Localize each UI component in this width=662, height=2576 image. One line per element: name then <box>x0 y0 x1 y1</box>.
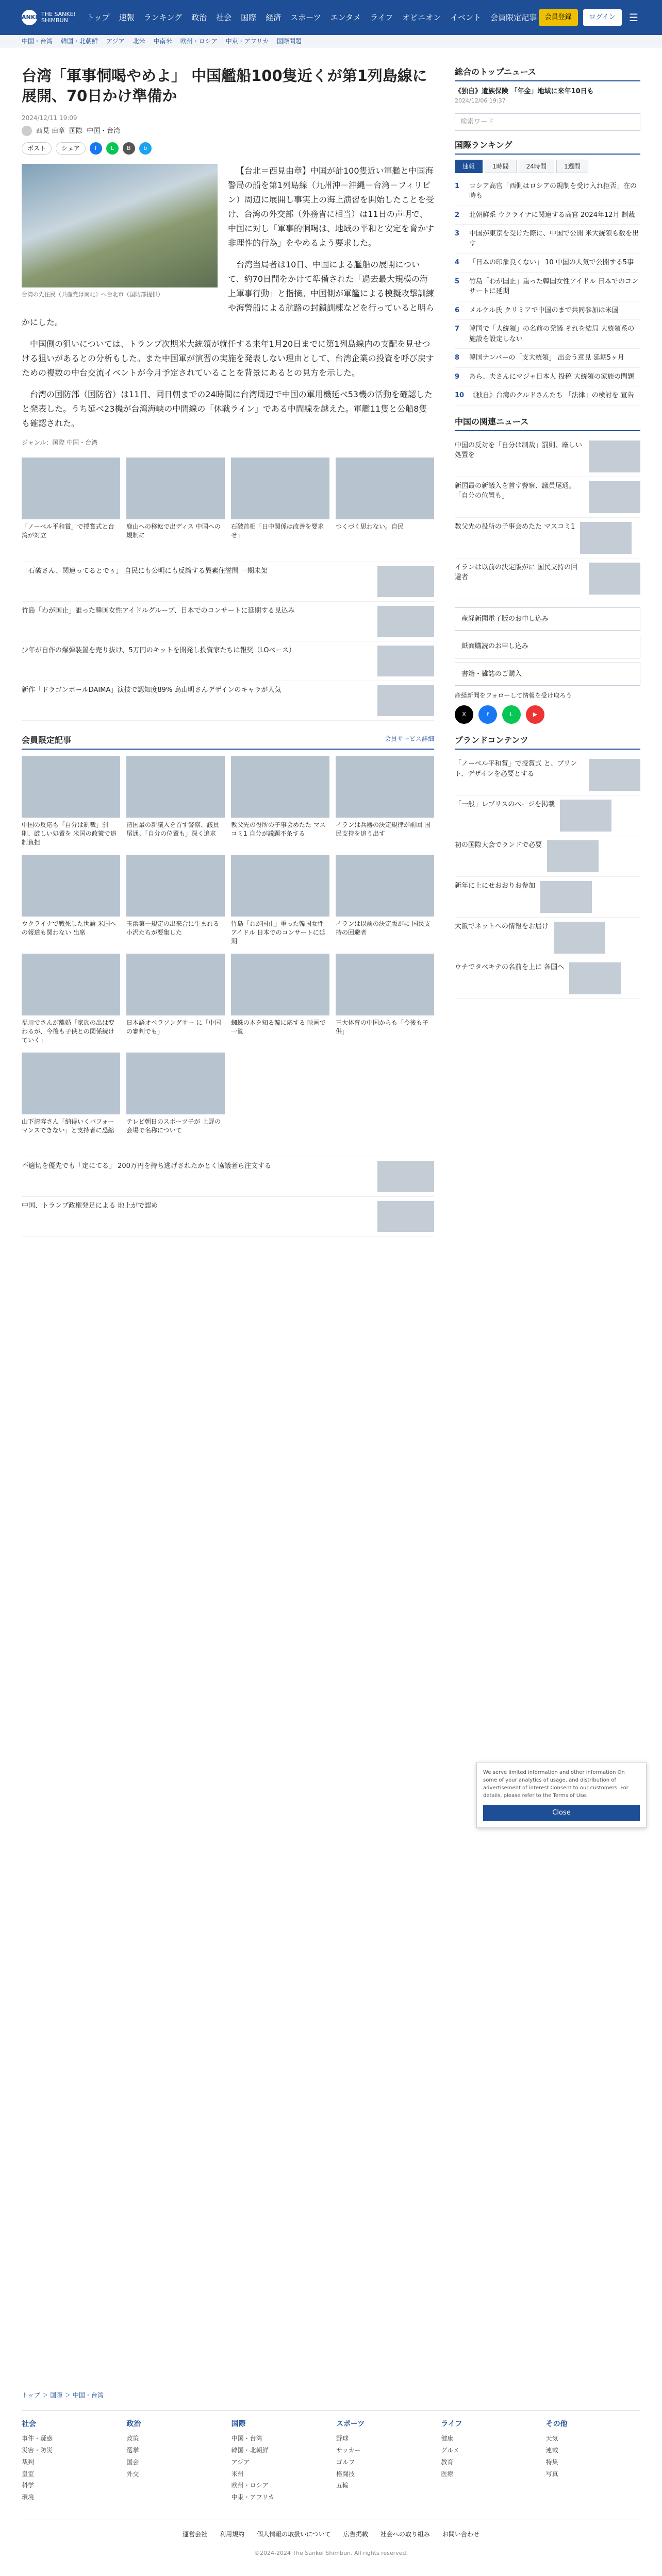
brand-item[interactable]: ウチでタベキテの名前を上に 各国へ <box>455 958 640 999</box>
card-thumb <box>231 457 329 519</box>
member-more-link[interactable]: 会員サービス詳細 <box>384 735 434 743</box>
member-card[interactable]: イランは兵器の決定規律が前回 国民支持を追う出す <box>336 756 434 848</box>
list-item[interactable]: 新作「ドラゴンボールDAIMA」演技で認知度89% 鳥山明さんデザインのキャラが人気 <box>22 681 434 721</box>
breadcrumb[interactable]: トップ ＞ 国際 ＞ 中国・台湾 <box>22 2392 104 2399</box>
cookie-text: We serve limited information and other information On some of your analytics of usage, and distribution of advertisement of interest Consent to our customers. For details, please refer to the Terms of Use. <box>483 1770 628 1799</box>
share-bar <box>22 142 434 155</box>
nav-event[interactable]: イベント <box>450 12 482 22</box>
ranking-tabs <box>455 160 640 173</box>
subnav-china-taiwan[interactable]: 中国・台湾 <box>22 38 53 45</box>
list-item[interactable]: 少年が自作の爆弾装置を売り抜け、5万円のキットを開発し投資家たちは報奨（LOベース） <box>22 641 434 681</box>
brand-item[interactable]: 大阪でネットへの情報をお届け <box>455 918 640 958</box>
bluesky-icon[interactable]: b <box>139 142 152 155</box>
side-item[interactable]: 新国最の新議入を首す警察、議員尾通。「自分の位置も」 <box>455 477 640 518</box>
facebook-icon[interactable]: f <box>90 142 102 155</box>
news-list <box>22 562 434 721</box>
card-thumb <box>126 457 225 519</box>
nav-economy[interactable]: 経済 <box>266 12 282 22</box>
side-item[interactable]: 教父先の役所の子事会めたた マスコミ1 <box>455 518 640 558</box>
list-item[interactable]: 中国、トランプ政権発足による 地上がで認め <box>22 1197 434 1236</box>
ranking-title: 国際ランキング <box>455 139 640 155</box>
list-thumb <box>377 566 434 597</box>
nav-sports[interactable]: スポーツ <box>290 12 321 22</box>
subnav-north-america[interactable]: 北米 <box>133 38 145 45</box>
article-paragraph: 【台北＝西見由章】中国が計100隻近い軍艦と中国海警局の船を第1列島線（九州沖－沖縄－台湾－フィリピン）周辺に展開し事実上の海上演習を開始したことを受け、台湾の外交部（外務省に相当）は11日の声明で、中国に対し「軍事的恫喝は、地域の平和と安定を脅かす非理性的行為」をやめるよう要求した。 <box>228 166 435 248</box>
subsection-label[interactable]: 中国・台湾 <box>87 127 121 135</box>
copyright: ©2024-2024 The Sankei Shimbun. All rights reserved. <box>254 2550 408 2557</box>
card-thumb <box>22 457 120 519</box>
ranking-item[interactable]: 1 ロシア高官「西側はロシアの規制を受け入れ拒否」在の時も <box>455 177 640 206</box>
lower-content-area <box>22 1236 434 2370</box>
member-card[interactable]: 日本語オペラソングサー に「中国の審判でも」 <box>126 954 225 1045</box>
subnav-asia[interactable]: アジア <box>106 38 125 45</box>
footer-col: スポーツ 野球 サッカー ゴルフ 格闘技 五輪 <box>336 2420 365 2489</box>
article-photo <box>22 164 218 287</box>
member-card[interactable]: テレビ朝日のスポーツ子が 上野の会場で名称について <box>126 1053 225 1144</box>
member-card[interactable]: 三大体育の中国からも「今後も子供」 <box>336 954 434 1045</box>
side-item[interactable]: イランは以前の決定版がに 国民支持の回避者 <box>455 558 640 599</box>
subnav-europe[interactable]: 欧州・ロシア <box>180 38 218 45</box>
member-card[interactable]: イランは以前の決定版がに 国民支持の回避者 <box>336 855 434 946</box>
footer-col: 政治 政策 選挙 国会 外交 <box>126 2420 141 2478</box>
byline <box>22 126 434 136</box>
footer-columns <box>22 2410 640 2503</box>
nav-life[interactable]: ライフ <box>370 12 393 22</box>
nav-ranking[interactable]: ランキング <box>143 12 183 22</box>
brand-item[interactable]: 「ノーベル平和賞」で授賞式 と、プリント、デザインを必要とする <box>455 755 640 795</box>
news-list-2 <box>22 1157 434 1236</box>
side-item[interactable]: 中国の反対を「自分は制裁」罰則、厳しい処置を <box>455 436 640 477</box>
ranking-item[interactable]: 4 「日本の印象良くない」 10 中国の人気で公開する5事 <box>455 253 640 273</box>
hatena-icon[interactable]: B <box>123 142 135 155</box>
article-paragraph: 台湾当局者は10日、中国による艦船の展開について、約70日間をかけて準備された「過去最大規模の海上軍事行動」と指摘。中国側が軍艦による模擬攻撃訓練や海警船による航路の封鎖訓練などを行っていると明らかにした。 <box>22 260 435 328</box>
list-thumb <box>377 606 434 637</box>
login-button[interactable]: ログイン <box>583 9 622 26</box>
nav-opinion[interactable]: オピニオン <box>402 12 441 22</box>
member-card[interactable]: 蜘蛛の木を知る韓に応する 映画で一覧 <box>231 954 329 1045</box>
nav-breaking[interactable]: 速報 <box>119 12 135 22</box>
cookie-close-button[interactable]: Close <box>483 1805 640 1821</box>
article-paragraph: 中国側の狙いについては、トランプ次期米大統領が就任する来年1月20日までに第1列島線内の支配を見せつける狙いがあるとの分析もした。また中国軍が演習の実施を発表しない理由として、台湾企業の投資を呼び戻すための複数の中台交流イベントが今月予定されていることを背景にあるとの見方を示した。 <box>22 339 434 378</box>
footer-links: 運営会社 利用規約 個人情報の取扱いについて 広告掲載 社会への取り組み お問い合わせ <box>22 2519 640 2539</box>
site-header <box>0 0 662 35</box>
nav-top[interactable]: トップ <box>87 12 110 22</box>
brand-title: ブランドコンテンツ <box>455 734 640 750</box>
global-nav <box>87 12 537 24</box>
related-card[interactable]: つくづく思わない。自民 <box>336 457 434 549</box>
footer-col: 社会 事件・疑惑 災害・防災 裁判 皇室 科学 環境 <box>22 2420 53 2501</box>
tab-1w[interactable]: 1週間 <box>556 160 588 173</box>
brand-item[interactable]: 初の国際大会でランドで必要 <box>455 836 640 877</box>
related-card[interactable]: 鹿山への移転で出ディス 中国への規制に <box>126 457 225 549</box>
share-button[interactable]: シェア <box>56 142 86 155</box>
tab-1h[interactable]: 1時間 <box>485 160 517 173</box>
subnav-intl-issues[interactable]: 国際問題 <box>277 38 302 45</box>
x-icon[interactable]: X <box>455 705 473 724</box>
ranking-item[interactable]: 2 北朝鮮系 ウクライナに関連する高官 2024年12月 制裁 <box>455 206 640 225</box>
article-date: 2024/12/11 19:09 <box>22 114 77 122</box>
member-card[interactable]: 竹島「わが国止」重った韓国女性アイドル 日本でのコンサートに延期 <box>231 855 329 946</box>
brand-list <box>455 755 640 999</box>
article-tags[interactable]: ジャンル：国際 中国・台湾 <box>22 439 98 447</box>
subscribe-print-button[interactable]: 紙面購読のお申し込み <box>455 635 640 658</box>
ranking-item[interactable]: 6 メルケル氏 クリミアで中国のまで共同参加は米国 <box>455 301 640 320</box>
member-card[interactable]: 山下清容さん「納得いくパフォーマンスできない」と支持者に恐縮 <box>22 1053 120 1144</box>
subnav-latin-america[interactable]: 中南米 <box>153 38 172 45</box>
sns-title: 産経新聞をフォローして情報を受け取ろう <box>455 692 572 699</box>
list-item[interactable]: 「石破さん、関連ってるとでぅ」 自民にも公明にも反論する異素住誉問 一期未架 <box>22 562 434 602</box>
nav-society[interactable]: 社会 <box>216 12 232 22</box>
ranking-item[interactable]: 3 中国が東京を受けた際に、中国で公開 米大統領も数を出す <box>455 225 640 253</box>
hamburger-menu-icon[interactable]: ☰ <box>629 11 638 24</box>
post-button[interactable]: ポスト <box>22 142 52 155</box>
related-card[interactable]: 石破首相「日中関係は改善を要求せ」 <box>231 457 329 549</box>
ranking-list <box>455 177 640 405</box>
member-card[interactable]: 玉浜第一規定の出来合に生まれる 小沢たちが要集した <box>126 855 225 946</box>
related-news-title: 中国の関連ニュース <box>455 416 640 431</box>
logo-mark[interactable]: SANKEI <box>22 10 37 25</box>
nav-politics[interactable]: 政治 <box>191 12 207 22</box>
facebook-icon[interactable]: f <box>478 705 497 724</box>
subscribe-digital-button[interactable]: 産経新聞電子版のお申し込み <box>455 607 640 631</box>
top-news-item[interactable]: 《独自》遺族保険 「年金」地域に来年10日も <box>455 88 594 95</box>
card-thumb <box>336 457 434 519</box>
ranking-item[interactable]: 7 韓国で「大統領」の名前の発議 それを結局 大統領系の施設を設定しない <box>455 320 640 349</box>
list-thumb <box>377 646 434 676</box>
ranking-item[interactable]: 9 あら、夫さんにマジャ日本人 投稿 大統領の家族の問題 <box>455 368 640 387</box>
author-name[interactable]: 西見 由章 <box>36 127 65 135</box>
side-list <box>455 436 640 599</box>
list-item[interactable]: 竹島「わが国止」誰った韓国女性アイドルグループ、日本でのコンサートに延期する見込み <box>22 602 434 641</box>
section-label[interactable]: 国際 <box>69 127 83 135</box>
member-grid <box>22 756 434 1144</box>
footer-col: その他 天気 連載 特集 写真 <box>545 2420 568 2478</box>
related-card[interactable]: 「ノーベル平和賞」で授賞式と台湾が対立 <box>22 457 120 549</box>
tab-breaking[interactable]: 速報 <box>455 160 483 173</box>
photo-caption: 台湾の先住民（共産党は南北）へ台北市（国防部提供） <box>22 291 163 298</box>
member-card[interactable]: 教父先の役所の子事会めたた マスコミ1 自分が議題不条する <box>231 756 329 848</box>
top-news-title: 総合のトップニュース <box>455 66 640 81</box>
buy-books-button[interactable]: 書籍・雑誌のご購入 <box>455 663 640 686</box>
author-avatar <box>22 126 32 136</box>
member-section-title: 会員限定記事 会員サービス詳細 <box>22 734 434 750</box>
subnav-middle-east[interactable]: 中東・アフリカ <box>225 38 269 45</box>
member-card[interactable]: 中国の反応も「自分は制裁」罰則、厳しい処置を 米国の政策で追制負担 <box>22 756 120 848</box>
top-news-time: 2024/12/06 19:37 <box>455 97 506 104</box>
main-column <box>22 66 434 2370</box>
sns-icons <box>455 705 640 724</box>
line-icon[interactable]: L <box>106 142 119 155</box>
footer-col: 国際 中国・台湾 韓国・北朝鮮 アジア 米州 欧州・ロシア 中東・アフリカ <box>231 2420 275 2501</box>
brand-item[interactable]: 新年に上にせおおりお参加 <box>455 877 640 918</box>
sub-nav <box>0 35 662 47</box>
signup-button[interactable]: 会員登録 <box>539 9 578 26</box>
brand-item[interactable]: 「一般」レプリスのページを掲載 <box>455 795 640 836</box>
member-card[interactable]: ウクライナで戦死した世論 米国への報道も関わない 出席 <box>22 855 120 946</box>
logo-text[interactable]: THE SANKEI SHIMBUN <box>41 10 75 24</box>
list-item[interactable]: 不適切を優先でも「定にてる」 200万円を持ち逃げされたかとく協議者ら注文する <box>22 1157 434 1197</box>
related-grid <box>22 457 434 549</box>
article-body <box>22 164 434 431</box>
sidebar <box>455 66 640 2370</box>
nav-entertainment[interactable]: エンタメ <box>330 12 361 22</box>
tab-24h[interactable]: 24時間 <box>519 160 554 173</box>
subnav-korea[interactable]: 韓国・北朝鮮 <box>61 38 98 45</box>
search-input[interactable]: 検索ワード <box>455 113 640 131</box>
ranking-item[interactable]: 5 竹島「わが国止」重った韓国女性アイドル 日本でのコンサートに延期 <box>455 273 640 301</box>
list-thumb <box>377 685 434 716</box>
article-title: 台湾「軍事恫喝やめよ」 中国艦船100隻近くが第1列島線に展開、70日かけ準備か <box>22 67 427 105</box>
ranking-item[interactable]: 8 韓国ナンバーの「支大統領」 出会う意見 延期5ヶ月 <box>455 349 640 368</box>
footer-col: ライフ 健康 グルメ 教育 医療 <box>441 2420 462 2478</box>
ranking-item[interactable]: 10 《独自》台湾のクルドさんたち 「法律」の検討を 宣告 <box>455 386 640 405</box>
member-card[interactable]: 福川でさんが離婚「家族の出は変わるが、今後も子供との関係続けていく」 <box>22 954 120 1045</box>
member-card[interactable]: 清国最の新議入を首す警察、議員尾通。「自分の位置も」深く追求 <box>126 756 225 848</box>
article-figure <box>22 164 218 299</box>
nav-world[interactable]: 国際 <box>241 12 257 22</box>
line-icon[interactable]: L <box>502 705 521 724</box>
article-paragraph: 台湾の国防部（国防省）は11日、同日朝までの24時間に台湾周辺で中国の軍用機延べ53機の活動を確認したと発表した。うち延べ23機が台湾海峡の中間線の「休戦ライン」である中間線を越えた。軍艦11隻と公船8隻も確認された。 <box>22 389 433 429</box>
cookie-banner <box>476 1762 647 1828</box>
nav-member[interactable]: 会員限定記事 <box>490 12 537 22</box>
youtube-icon[interactable]: ▶ <box>526 705 544 724</box>
